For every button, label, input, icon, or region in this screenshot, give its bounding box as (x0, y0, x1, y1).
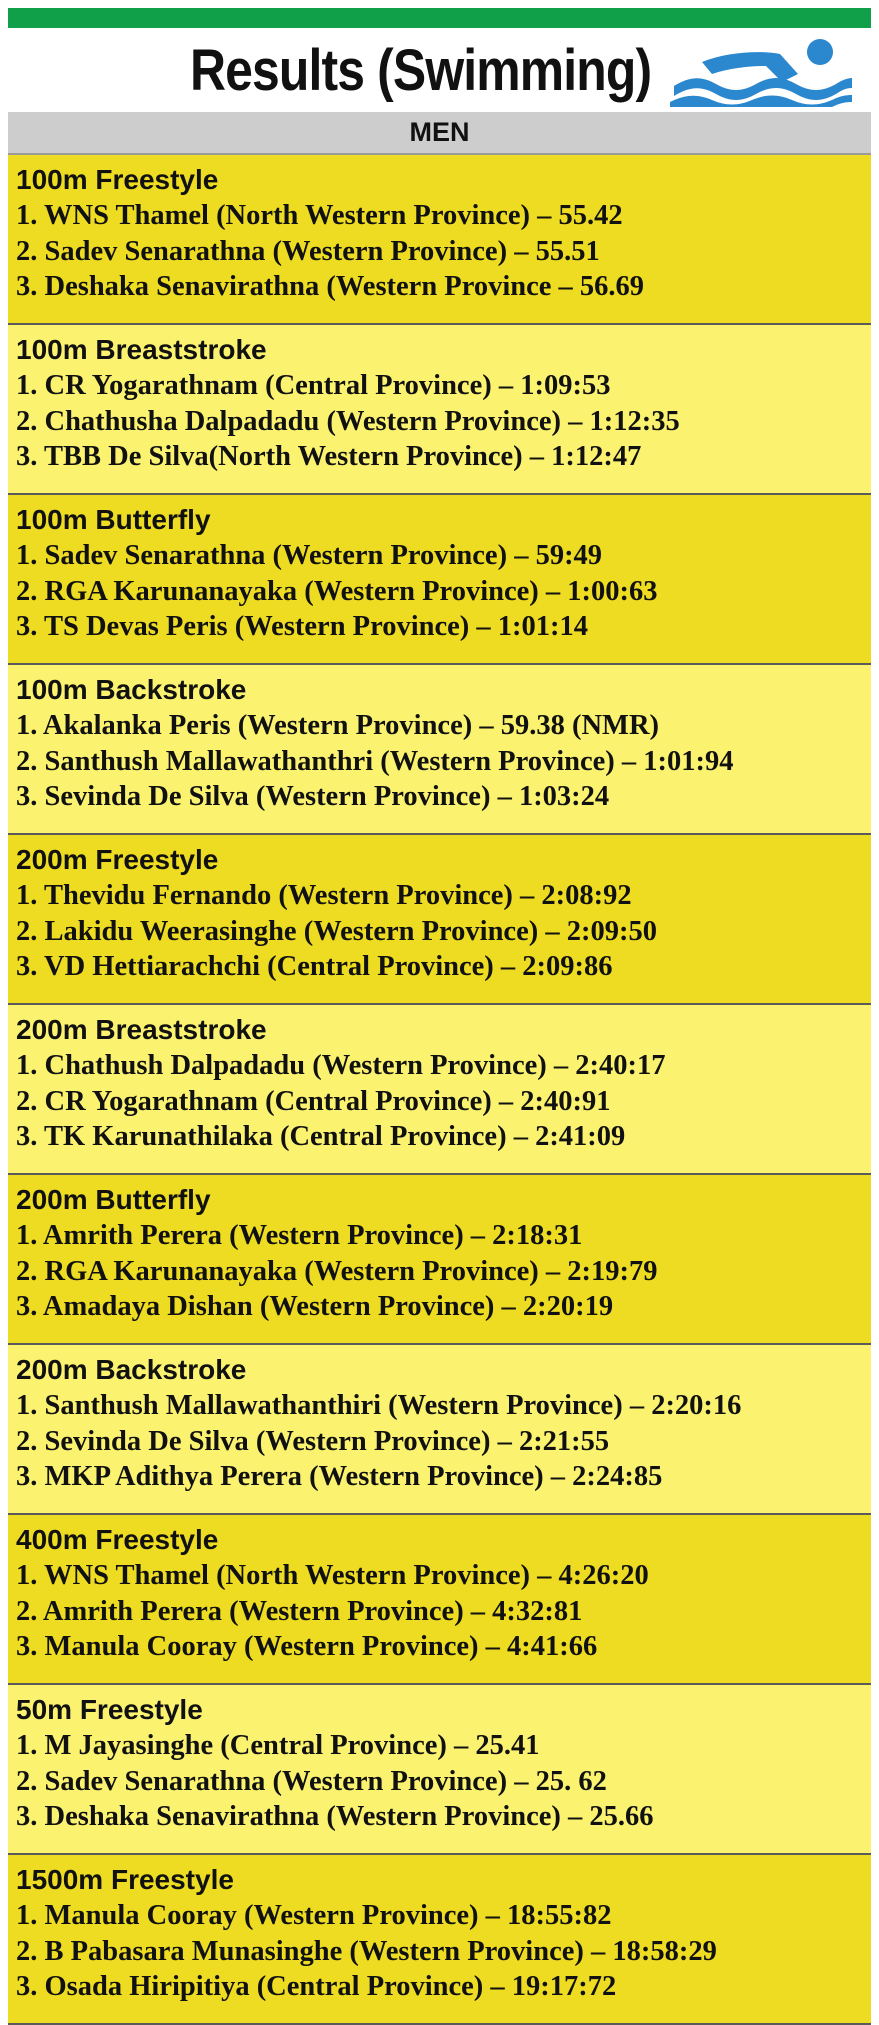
results-list (8, 155, 871, 2025)
result-line: 1. Akalanka Peris (Western Province) – 59.38 (NMR) (16, 710, 660, 741)
event-block (8, 835, 871, 1005)
page-header (0, 30, 879, 112)
result-line: 2. Amrith Perera (Western Province) – 4:32:81 (16, 1595, 583, 1627)
result-line: 2. Sadev Senarathna (Western Province) – 55.51 (16, 235, 600, 267)
result-line: 1. Thevidu Fernando (Western Province) – 2:08:92 (16, 880, 632, 911)
result-line: 3. Osada Hiripitiya (Central Province) – 19:17:72 (16, 1971, 617, 2002)
result-line: 1. M Jayasinghe (Central Province) – 25.41 (16, 1730, 540, 1761)
result-line: 2. Chathusha Dalpadadu (Western Province) – 1:12:35 (16, 405, 680, 437)
event-name: 100m Freestyle (16, 164, 219, 195)
result-line: 2. B Pabasara Munasinghe (Western Province) – 18:58:29 (16, 1935, 717, 1967)
result-line: 2. RGA Karunanayaka (Western Province) – 2:19:79 (16, 1255, 658, 1287)
result-line: 2. RGA Karunanayaka (Western Province) – 1:00:63 (16, 575, 658, 607)
result-line: 1. Amrith Perera (Western Province) – 2:18:31 (16, 1220, 583, 1251)
top-accent-bar (8, 8, 871, 28)
result-line: 3. TBB De Silva(North Western Province) – 1:12:47 (16, 441, 642, 472)
result-line: 2. Santhush Mallawathanthri (Western Province) – 1:01:94 (16, 745, 734, 777)
result-line: 3. Manula Cooray (Western Province) – 4:41:66 (16, 1631, 598, 1662)
event-name: 200m Freestyle (16, 844, 219, 875)
result-line: 3. Deshaka Senavirathna (Western Province – 56.69 (16, 271, 645, 302)
event-name: 50m Freestyle (16, 1694, 203, 1725)
result-line: 2. CR Yogarathnam (Central Province) – 2:40:91 (16, 1085, 611, 1117)
result-line: 1. WNS Thamel (North Western Province) – 55.42 (16, 200, 623, 231)
event-block (8, 325, 871, 495)
event-block (8, 665, 871, 835)
event-name: 400m Freestyle (16, 1524, 219, 1555)
event-name: 200m Backstroke (16, 1354, 247, 1385)
event-block (8, 1175, 871, 1345)
event-block (8, 495, 871, 665)
result-line: 1. Santhush Mallawathanthiri (Western Province) – 2:20:16 (16, 1390, 742, 1421)
event-name: 100m Backstroke (16, 674, 247, 705)
result-line: 1. Sadev Senarathna (Western Province) – 59:49 (16, 540, 603, 571)
result-line: 2. Lakidu Weerasinghe (Western Province) – 2:09:50 (16, 915, 657, 947)
result-line: 3. TS Devas Peris (Western Province) – 1:01:14 (16, 611, 589, 642)
result-line: 3. Amadaya Dishan (Western Province) – 2:20:19 (16, 1291, 614, 1322)
event-block (8, 1515, 871, 1685)
event-name: 200m Breaststroke (16, 1014, 267, 1045)
result-line: 3. Sevinda De Silva (Western Province) – 1:03:24 (16, 781, 610, 812)
event-name: 1500m Freestyle (16, 1864, 234, 1895)
result-line: 3. VD Hettiarachchi (Central Province) – 2:09:86 (16, 951, 613, 982)
result-line: 2. Sevinda De Silva (Western Province) – 2:21:55 (16, 1425, 610, 1457)
result-line: 1. WNS Thamel (North Western Province) – 4:26:20 (16, 1560, 649, 1591)
event-block (8, 1005, 871, 1175)
event-name: 200m Butterfly (16, 1184, 211, 1215)
result-line: 3. Deshaka Senavirathna (Western Province) – 25.66 (16, 1801, 654, 1832)
result-line: 3. TK Karunathilaka (Central Province) – 2:41:09 (16, 1121, 626, 1152)
result-line: 1. CR Yogarathnam (Central Province) – 1:09:53 (16, 370, 611, 401)
event-block (8, 1685, 871, 1855)
event-block (8, 155, 871, 325)
event-name: 100m Breaststroke (16, 334, 267, 365)
result-line: 3. MKP Adithya Perera (Western Province) – 2:24:85 (16, 1461, 663, 1492)
result-line: 2. Sadev Senarathna (Western Province) – 25. 62 (16, 1765, 607, 1797)
result-line: 1. Manula Cooray (Western Province) – 18:55:82 (16, 1900, 612, 1931)
result-line: 1. Chathush Dalpadadu (Western Province) – 2:40:17 (16, 1050, 666, 1081)
swimmer-icon (668, 36, 854, 108)
event-block (8, 1855, 871, 2025)
section-label: MEN (8, 112, 871, 155)
event-name: 100m Butterfly (16, 504, 211, 535)
event-block (8, 1345, 871, 1515)
page-title: Results (Swimming) (190, 38, 652, 103)
